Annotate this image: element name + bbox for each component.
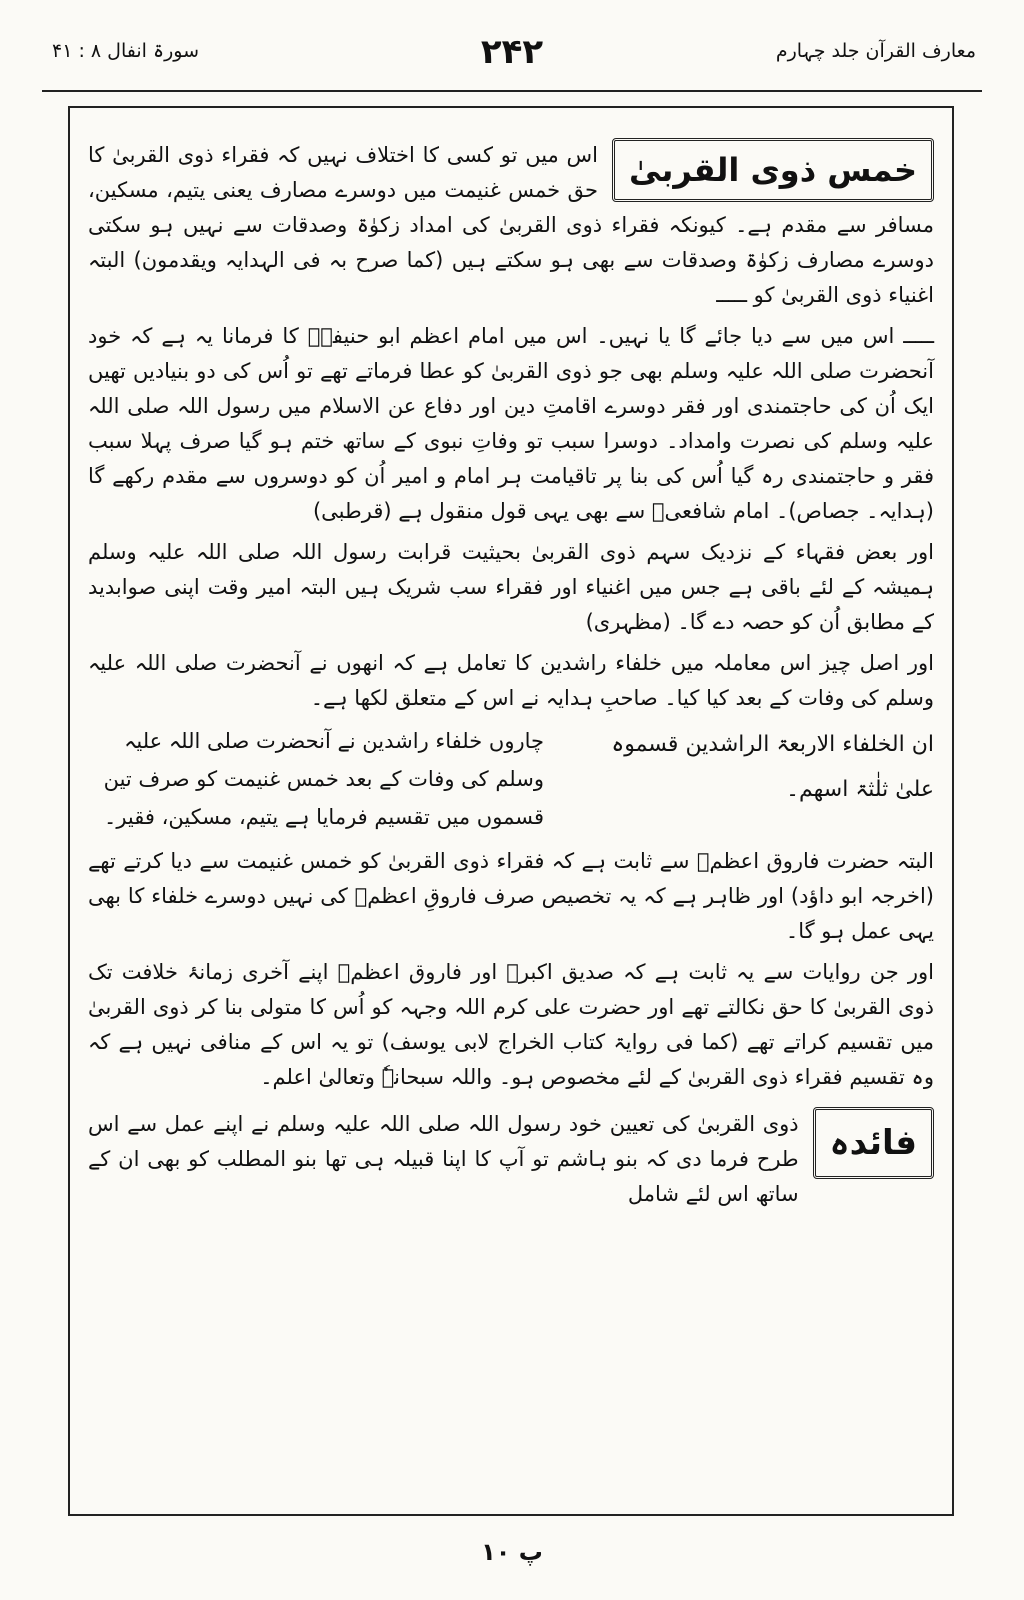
- paragraph-1: اس میں تو کسی کا اختلاف نہیں کہ فقراء ذوی القربیٰ کا حق خمس غنیمت میں دوسرے مصارف یعنی یتیم، مسکین، مسافر سے مقدم ہے۔ کیونکہ فقراء ذوی القربیٰ کی امداد زکوٰۃ وصدقات سے نہیں ہو سکتی دوسرے مصارف زکوٰۃ وصدقات سے بھی ہو سکتے ہیں (کما صرح بہ فی الہدایہ ویقدمون) البتہ اغنیاء ذوی القربیٰ کو ـــــ: [88, 143, 934, 307]
- page-number: ۲۴۲: [480, 32, 544, 72]
- header-surah-ref: سورۃ انفال ۸ : ۴۱: [52, 40, 200, 62]
- paragraph-5: البتہ حضرت فاروق اعظمؓ سے ثابت ہے کہ فقراء ذوی القربیٰ کو خمس غنیمت سے دیا کرتے تھے (اخرجہ ابو داؤد) اور ظاہر ہے کہ یہ تخصیص صرف فاروقِ اعظمؓ کی نہیں دوسرے خلفاء کا بھی یہی عمل ہو گا۔: [88, 849, 934, 943]
- paragraph-4: اور اصل چیز اس معاملہ میں خلفاء راشدین کا تعامل ہے کہ انھوں نے آنحضرت صلی اللہ علیہ وسلم کی وفات کے بعد کیا کیا۔ صاحبِ ہدایہ نے اس کے متعلق لکھا ہے۔: [88, 651, 934, 710]
- note-heading-box: فائدہ: [813, 1107, 934, 1179]
- paragraph-2: ـــــ اس میں سے دیا جائے گا یا نہیں۔ اس میں امام اعظم ابو حنیفہؒ کا فرمانا یہ ہے کہ خود آنحضرت صلی اللہ علیہ وسلم بھی جو ذوی القربیٰ کو عطا فرماتے تھے تو اُس کی دو بنیادیں تھیں ایک اُن کی حاجتمندی اور فقر دوسرے اقامتِ دین اور دفاع عن الاسلام میں رسول اللہ صلی اللہ علیہ وسلم کی نصرت وامداد۔ دوسرا سبب تو وفاتِ نبوی کے ساتھ ختم ہو گیا صرف پہلا سبب فقر و حاجتمندی رہ گیا اُس کی بنا پر تاقیامت ہر امام و امیر اُن کو دوسروں سے مقدم رکھے گا (ہدایہ۔ جصاص)۔ امام شافعیؒ سے بھی یہی قول منقول ہے (قرطبی): [88, 324, 934, 523]
- paragraph-6: اور جن روایات سے یہ ثابت ہے کہ صدیق اکبرؓ اور فاروق اعظمؓ اپنے آخری زمانۂ خلافت تک ذوی القربیٰ کا حق نکالتے تھے اور حضرت علی کرم اللہ وجہہ کو اُس کا متولی بنا کر ذوی القربیٰ میں تقسیم کراتے تھے (کما فی روایۃ کتاب الخراج لابی یوسف) تو یہ اس کے منافی نہیں ہے کہ وہ تقسیم فقراء ذوی القربیٰ کے لئے مخصوص ہو۔ واللہ سبحانہٗ وتعالیٰ اعلم۔: [88, 960, 934, 1089]
- header-book-title: معارف القرآن جلد چہارم: [775, 40, 976, 62]
- hidaya-quote: [88, 722, 934, 836]
- quote-arabic: ان الخلفاء الاربعۃ الراشدین قسموہ علیٰ ثلٰثۃ اسھم۔: [611, 732, 934, 802]
- page-content: [88, 138, 934, 1218]
- header-rule: [42, 90, 982, 92]
- quote-urdu-translation: چاروں خلفاء راشدین نے آنحضرت صلی اللہ علیہ وسلم کی وفات کے بعد خمس غنیمت کو صرف تین قسموں میں تقسیم فرمایا ہے یتیم، مسکین، فقیر۔: [103, 729, 544, 829]
- footer-para-marker: پ ۱۰: [481, 1538, 543, 1566]
- section-heading-box: خمس ذوی القربیٰ: [612, 138, 934, 202]
- note-paragraph: ذوی القربیٰ کی تعیین خود رسول اللہ صلی اللہ علیہ وسلم نے اپنے عمل سے اس طرح فرما دی کہ بنو ہاشم تو آپ کا اپنا قبیلہ ہی تھا بنو المطلب کو بھی ان کے ساتھ اس لئے شامل: [88, 1112, 799, 1206]
- paragraph-3: اور بعض فقہاء کے نزدیک سہم ذوی القربیٰ بحیثیت قرابت رسول اللہ صلی اللہ علیہ وسلم ہمیشہ کے لئے باقی ہے جس میں اغنیاء اور فقراء سب شریک ہیں البتہ امیر وقت اپنی صوابدید کے مطابق اُن کو حصہ دے گا۔ (مظہری): [88, 540, 934, 634]
